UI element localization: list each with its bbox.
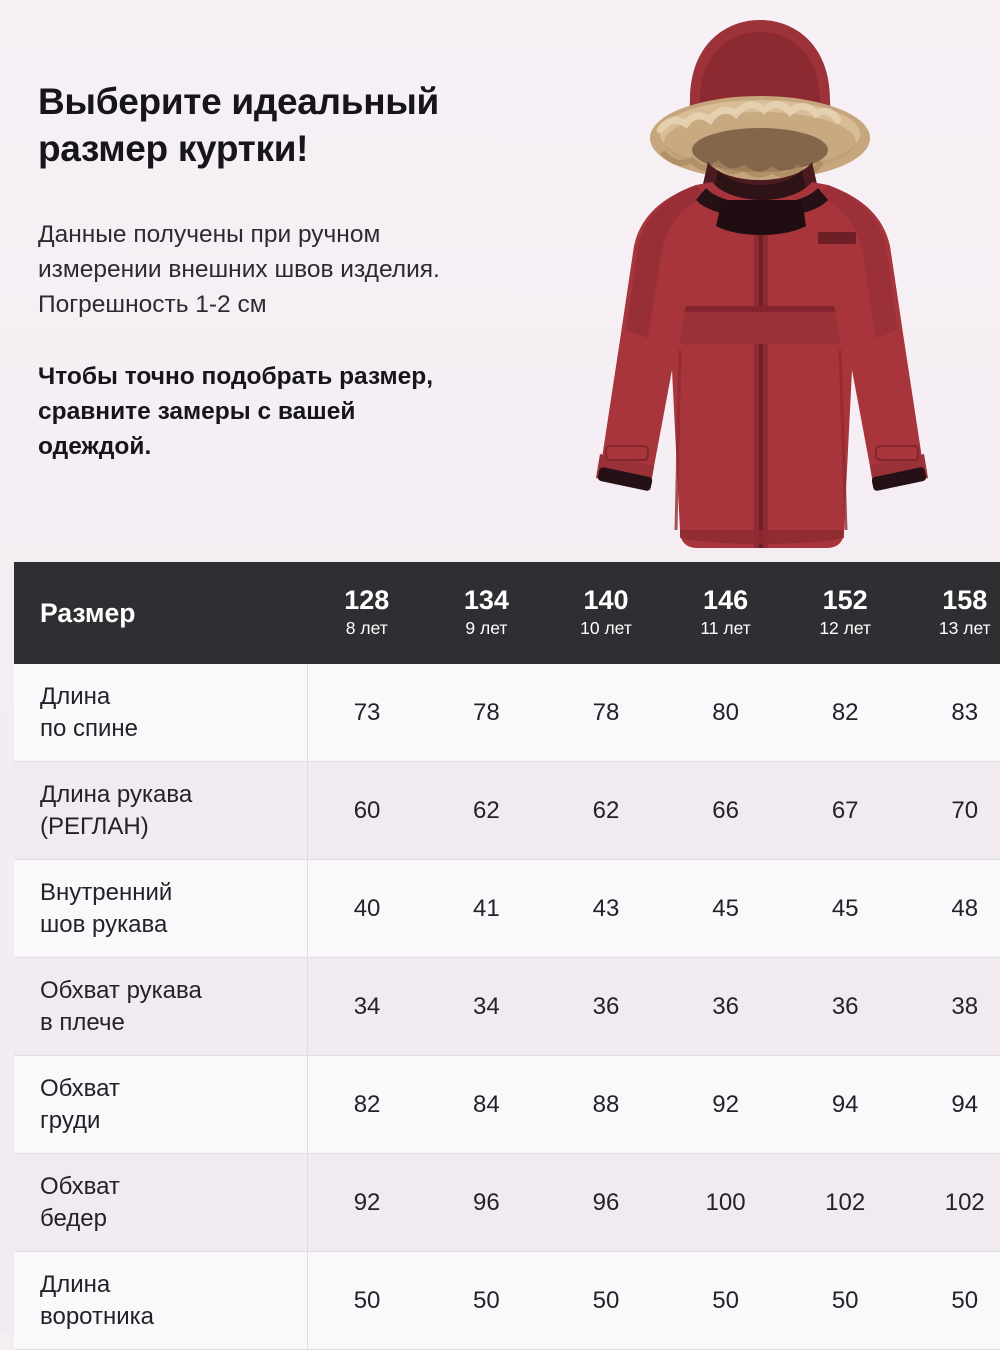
row-1-label — [14, 762, 307, 860]
row-4-val-3: 92 — [666, 1056, 786, 1154]
row-1-val-1: 62 — [427, 762, 547, 860]
row-3-val-3: 36 — [666, 958, 786, 1056]
row-2-val-2: 43 — [546, 860, 666, 958]
row-6-val-3: 50 — [666, 1252, 786, 1350]
measurement-note: Данные получены при ручном измерении внешних швов изделия. Погрешность 1-2 см — [38, 221, 440, 318]
row-2-val-0: 40 — [307, 860, 427, 958]
header-col-4-age: 12 лет — [819, 618, 872, 639]
row-5-val-1: 96 — [427, 1154, 547, 1252]
row-0-label-line1: Длина — [40, 683, 111, 711]
table-row — [14, 762, 1000, 860]
row-5-label — [14, 1154, 307, 1252]
row-2-val-3: 45 — [666, 860, 786, 958]
row-2-val-5: 48 — [905, 860, 1000, 958]
compare-note: Чтобы точно подобрать размер, сравните замеры с вашей одеждой. — [38, 363, 434, 460]
row-5-label-line2: бедер — [40, 1204, 107, 1232]
table-row — [14, 664, 1000, 762]
row-0-label-line2: по спине — [40, 714, 139, 742]
row-0-label — [14, 664, 307, 762]
row-6-val-5: 50 — [905, 1252, 1000, 1350]
row-3-label — [14, 958, 307, 1056]
size-table — [14, 562, 1000, 1350]
row-6-label-line2: воротника — [40, 1302, 155, 1330]
row-0-val-2: 78 — [546, 664, 666, 762]
row-6-val-0: 50 — [307, 1252, 427, 1350]
header-col-3 — [666, 562, 786, 664]
header-col-5-age: 13 лет — [938, 618, 991, 639]
row-1-val-2: 62 — [546, 762, 666, 860]
row-0-val-0: 73 — [307, 664, 427, 762]
table-row — [14, 1056, 1000, 1154]
row-1-val-4: 67 — [785, 762, 905, 860]
row-1-val-5: 70 — [905, 762, 1000, 860]
row-5-val-4: 102 — [785, 1154, 905, 1252]
row-4-val-4: 94 — [785, 1056, 905, 1154]
row-0-val-1: 78 — [427, 664, 547, 762]
table-row — [14, 958, 1000, 1056]
header-col-2-age: 10 лет — [580, 618, 632, 639]
header-size-label: Размер — [14, 562, 307, 664]
size-table-head — [14, 562, 1000, 664]
row-2-label — [14, 860, 307, 958]
row-5-val-3: 100 — [666, 1154, 786, 1252]
row-1-val-3: 66 — [666, 762, 786, 860]
row-3-val-5: 38 — [905, 958, 1000, 1056]
row-2-label-line1: Внутренний — [40, 879, 173, 907]
table-row — [14, 1154, 1000, 1252]
row-3-label-line2: в плече — [40, 1008, 125, 1036]
header-col-4 — [785, 562, 905, 664]
header-col-3-size: 146 — [703, 585, 749, 616]
header-section — [0, 0, 1000, 560]
row-5-val-0: 92 — [307, 1154, 427, 1252]
row-3-label-line1: Обхват рукава — [40, 977, 202, 1005]
row-2-label-line2: шов рукава — [40, 910, 168, 938]
row-5-val-2: 96 — [546, 1154, 666, 1252]
row-3-val-0: 34 — [307, 958, 427, 1056]
size-table-body — [14, 664, 1000, 1350]
row-0-val-4: 82 — [785, 664, 905, 762]
header-col-0 — [307, 562, 427, 664]
row-6-val-4: 50 — [785, 1252, 905, 1350]
row-4-val-2: 88 — [546, 1056, 666, 1154]
row-6-label — [14, 1252, 307, 1350]
row-1-label-line2: (РЕГЛАН) — [40, 812, 149, 840]
row-4-label-line1: Обхват — [40, 1075, 120, 1103]
header-col-5 — [905, 562, 1000, 664]
header-col-1-age: 9 лет — [465, 618, 508, 639]
header-col-1 — [427, 562, 547, 664]
header-col-5-size: 158 — [942, 585, 988, 616]
table-row — [14, 860, 1000, 958]
header-col-4-size: 152 — [822, 585, 868, 616]
header-col-2-size: 140 — [583, 585, 629, 616]
header-col-3-age: 11 лет — [700, 618, 751, 639]
row-6-val-2: 50 — [546, 1252, 666, 1350]
row-2-val-1: 41 — [427, 860, 547, 958]
size-table-container — [14, 562, 991, 1350]
row-4-val-5: 94 — [905, 1056, 1000, 1154]
table-row — [14, 1252, 1000, 1350]
header-col-0-size: 128 — [344, 585, 390, 616]
row-4-label-line2: груди — [40, 1106, 101, 1134]
page-title: Выберите идеальный размер куртки! — [38, 81, 440, 170]
row-1-val-0: 60 — [307, 762, 427, 860]
jacket-illustration — [540, 10, 980, 555]
row-2-val-4: 45 — [785, 860, 905, 958]
row-3-val-4: 36 — [785, 958, 905, 1056]
row-5-val-5: 102 — [905, 1154, 1000, 1252]
row-4-label — [14, 1056, 307, 1154]
row-3-val-1: 34 — [427, 958, 547, 1056]
header-col-0-age: 8 лет — [345, 618, 388, 639]
header-col-2 — [546, 562, 666, 664]
row-1-label-line1: Длина рукава — [40, 781, 193, 809]
row-6-label-line1: Длина — [40, 1271, 111, 1299]
header-col-1-size: 134 — [463, 585, 509, 616]
table-header-row — [14, 562, 1000, 664]
row-6-val-1: 50 — [427, 1252, 547, 1350]
row-4-val-1: 84 — [427, 1056, 547, 1154]
row-0-val-3: 80 — [666, 664, 786, 762]
row-5-label-line1: Обхват — [40, 1173, 120, 1201]
row-4-val-0: 82 — [307, 1056, 427, 1154]
row-0-val-5: 83 — [905, 664, 1000, 762]
row-3-val-2: 36 — [546, 958, 666, 1056]
